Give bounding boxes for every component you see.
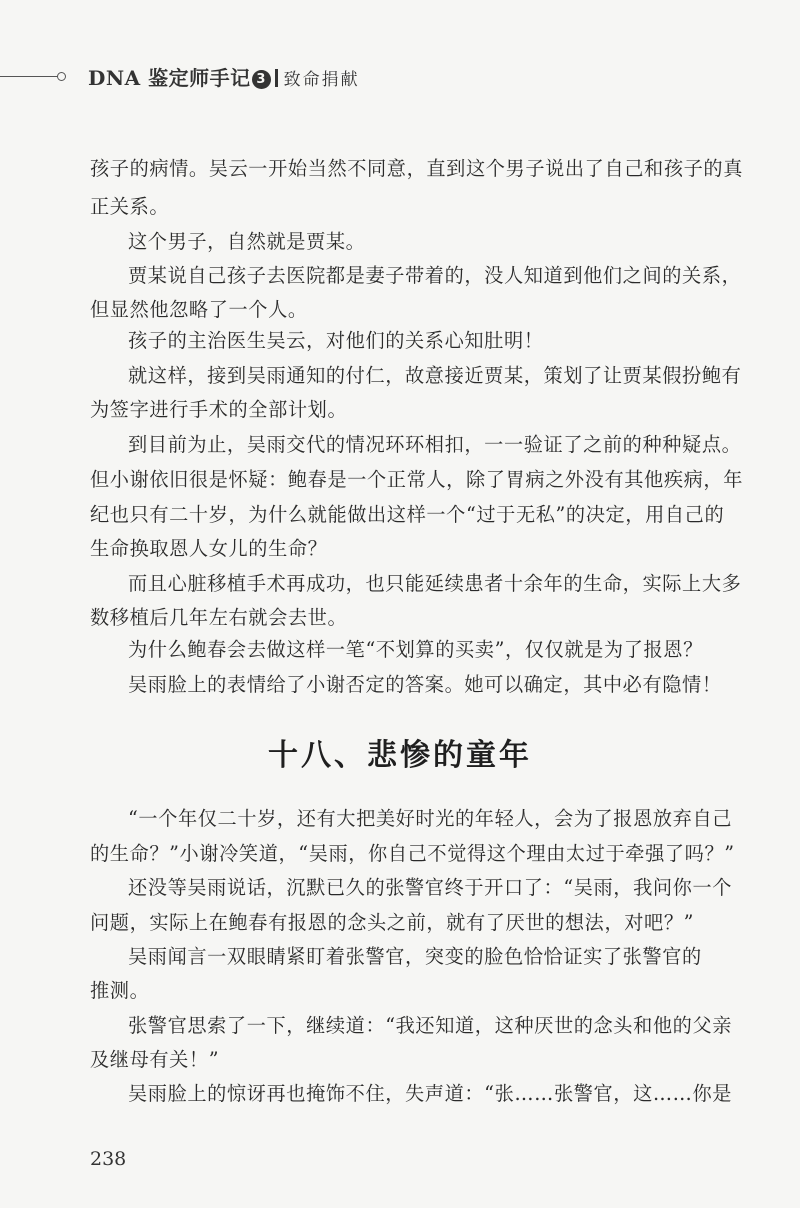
text-line: 但小谢依旧很是怀疑：鲍春是一个正常人，除了胃病之外没有其他疾病，年: [90, 468, 743, 491]
text-line: 吴雨脸上的表情给了小谢否定的答案。她可以确定，其中必有隐情！: [128, 673, 722, 696]
page-number: 238: [90, 1148, 127, 1170]
text-line: 及继母有关！”: [90, 1048, 220, 1071]
book-title: [88, 62, 360, 91]
text-line: 而且心脏移植手术再成功，也只能延续患者十余年的生命，实际上大多: [128, 572, 742, 595]
volume-badge: 3: [252, 70, 271, 89]
text-line: 的生命？”小谢冷笑道，“吴雨，你自己不觉得这个理由太过于牵强了吗？”: [90, 842, 735, 865]
text-line: 孩子的病情。吴云一开始当然不同意，直到这个男子说出了自己和孩子的真: [90, 157, 743, 180]
text-line: “一个年仅二十岁，还有大把美好时光的年轻人，会为了报恩放弃自己: [128, 807, 733, 830]
text-line: 张警官思索了一下，继续道：“我还知道，这种厌世的念头和他的父亲: [128, 1014, 733, 1037]
text-line: 但显然他忽略了一个人。: [90, 298, 308, 321]
text-line: 贾某说自己孩子去医院都是妻子带着的，没人知道到他们之间的关系，: [128, 264, 742, 287]
text-line: 为签字进行手术的全部计划。: [90, 398, 348, 421]
header-circle-ornament: [57, 72, 66, 81]
header-separator: [275, 69, 278, 87]
text-line: 吴雨脸上的惊讶再也掩饰不住，失声道：“张……张警官，这……你是: [128, 1082, 733, 1105]
text-line: 生命换取恩人女儿的生命？: [90, 537, 328, 560]
text-line: 就这样，接到吴雨通知的付仁，故意接近贾某，策划了让贾某假扮鲍有: [128, 364, 742, 387]
text-line: 吴雨闻言一双眼睛紧盯着张警官，突变的脸色恰恰证实了张警官的: [128, 945, 702, 968]
chapter-title: 十八、悲惨的童年: [268, 738, 532, 773]
text-line: 数移植后几年左右就会去世。: [90, 606, 348, 629]
text-line: 推测。: [90, 979, 150, 1002]
running-header: [0, 62, 800, 92]
text-line: 孩子的主治医生吴云，对他们的关系心知肚明！: [128, 329, 544, 352]
text-line: 问题，实际上在鲍春有报恩的念头之前，就有了厌世的想法，对吧？”: [90, 911, 695, 934]
header-rule: [0, 76, 58, 77]
text-line: 纪也只有二十岁，为什么就能做出这样一个“过于无私”的决定，用自己的: [90, 503, 725, 526]
text-line: 正关系。: [90, 195, 170, 218]
book-title-text: DNA 鉴定师手记: [88, 66, 251, 90]
text-line: 还没等吴雨说话，沉默已久的张警官终于开口了：“吴雨，我问你一个: [128, 876, 733, 899]
text-line: 为什么鲍春会去做这样一笔“不划算的买卖”，仅仅就是为了报恩？: [128, 638, 703, 661]
book-subtitle: 致命捐献: [283, 70, 360, 90]
text-line: 到目前为止，吴雨交代的情况环环相扣，一一验证了之前的种种疑点。: [128, 433, 742, 456]
text-line: 这个男子，自然就是贾某。: [128, 230, 366, 253]
